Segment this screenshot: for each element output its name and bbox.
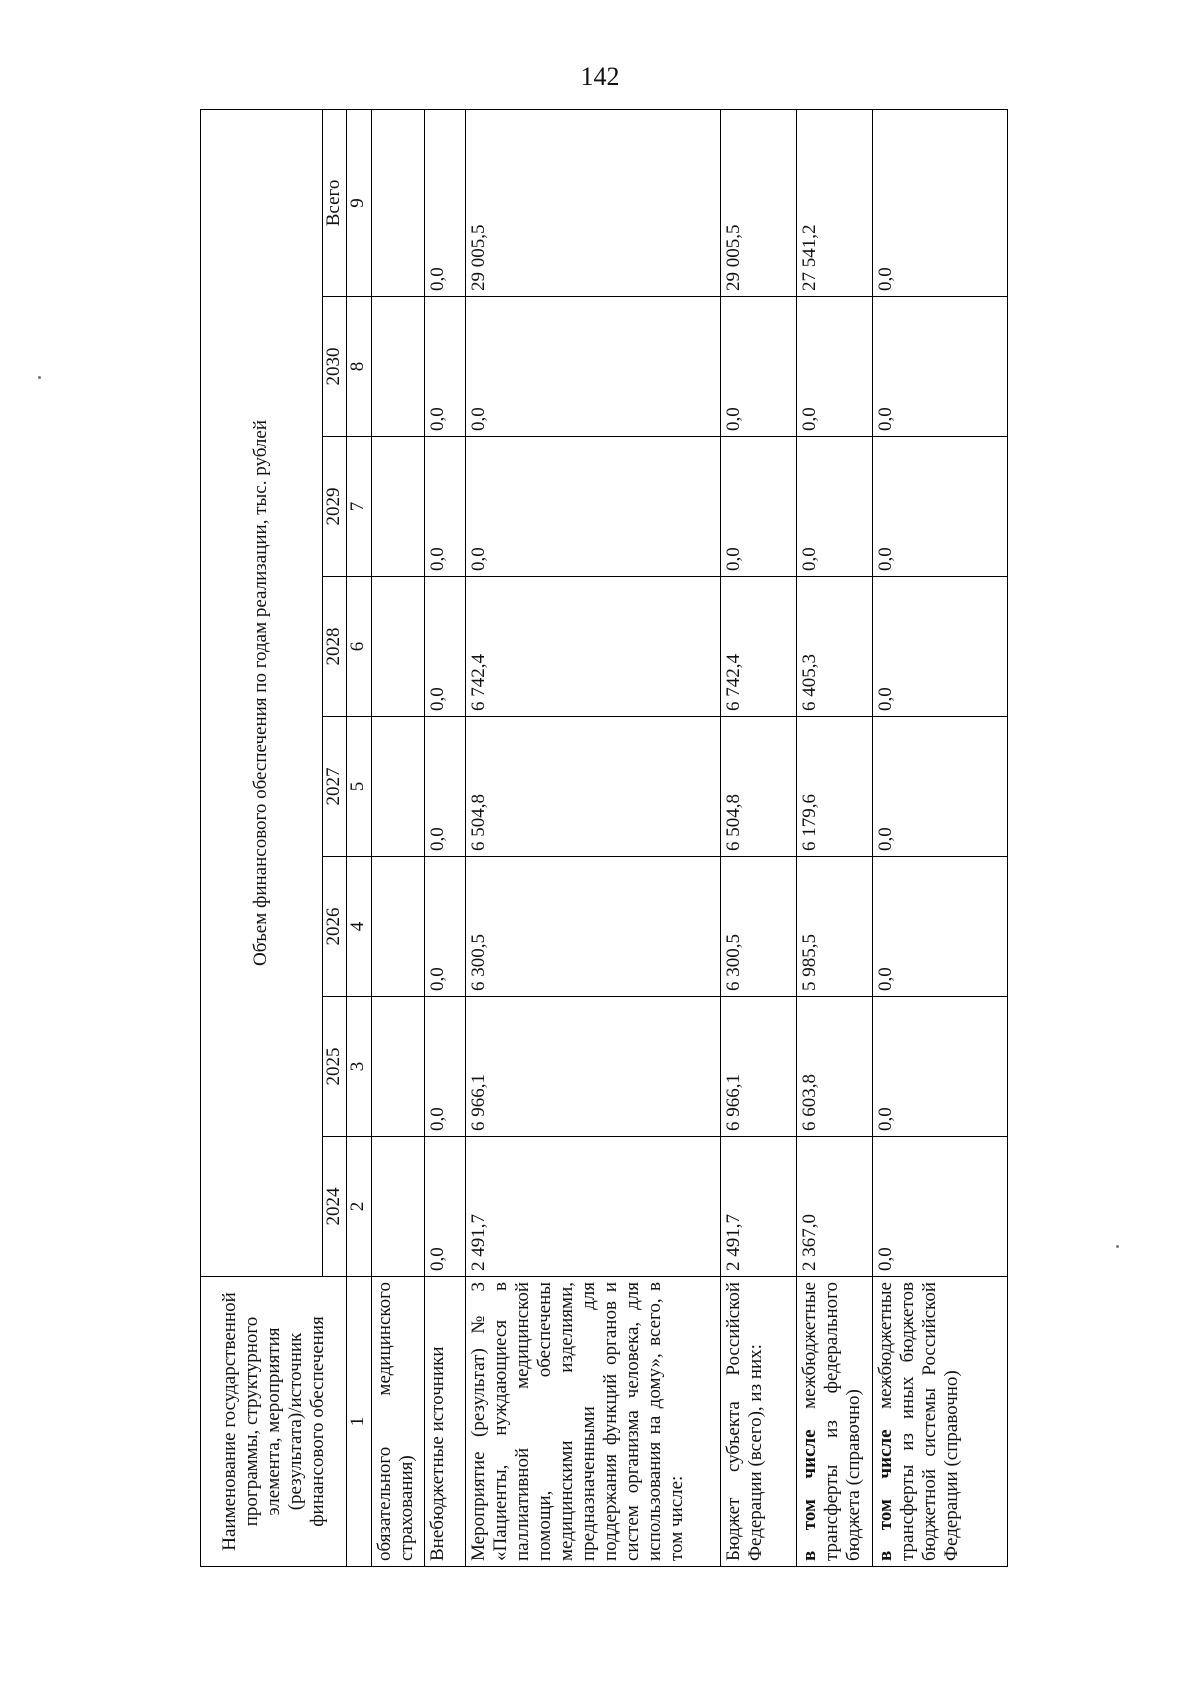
value-cell: 29 005,5 xyxy=(720,109,796,296)
value-cell: 0,0 xyxy=(424,437,465,577)
value-cell: 6 966,1 xyxy=(720,997,796,1137)
header-name-cell xyxy=(201,1277,347,1567)
table-row xyxy=(424,109,465,1566)
value-cell: 0,0 xyxy=(873,577,1008,717)
value-cell: 0,0 xyxy=(873,297,1008,437)
value-cell: 29 005,5 xyxy=(465,109,720,296)
table-row xyxy=(873,109,1008,1566)
col-number: 1 xyxy=(347,1277,372,1567)
value-cell: 0,0 xyxy=(873,717,1008,857)
scan-speck xyxy=(38,376,41,379)
value-cell: 6 300,5 xyxy=(465,857,720,997)
value-cell: 0,0 xyxy=(465,437,720,577)
row-label: Бюджет субъекта Российской Федерации (всего), из них: xyxy=(720,1277,796,1567)
row-label-prefix: в том числе xyxy=(875,1429,897,1561)
value-cell: 0,0 xyxy=(873,437,1008,577)
col-number: 3 xyxy=(347,997,372,1137)
value-cell: 0,0 xyxy=(424,717,465,857)
row-label: межбюджетные трансферты из иных бюджетов бюджетной системы Российской Федерации (справочно) xyxy=(875,1282,963,1561)
value-cell: 0,0 xyxy=(720,437,796,577)
row-label-cell xyxy=(797,1277,873,1567)
page-number: 142 xyxy=(580,62,620,91)
row-label-cell xyxy=(873,1277,1008,1567)
col-number: 7 xyxy=(347,437,372,577)
header-span-cell xyxy=(201,109,323,1276)
value-cell: 6 742,4 xyxy=(720,577,796,717)
value-cell: 5 985,5 xyxy=(797,857,873,997)
financing-table xyxy=(200,109,1008,1567)
col-number: 8 xyxy=(347,297,372,437)
header-span: Объем финансового обеспечения по годам реализации, тыс. рублей xyxy=(250,420,272,966)
value-cell: 0,0 xyxy=(873,857,1008,997)
value-cell xyxy=(372,577,425,717)
value-cell: 0,0 xyxy=(873,109,1008,296)
col-number: 4 xyxy=(347,857,372,997)
value-cell: 6 504,8 xyxy=(465,717,720,857)
row-label: межбюджетные трансферты из федерального бюджета (справочно) xyxy=(799,1282,865,1561)
value-cell: 0,0 xyxy=(424,109,465,296)
year-header: 2025 xyxy=(322,997,347,1137)
value-cell: 2 367,0 xyxy=(797,1137,873,1277)
col-number: 6 xyxy=(347,577,372,717)
value-cell: 0,0 xyxy=(424,1137,465,1277)
table-row xyxy=(465,109,720,1566)
header-name: Наименование государственной программы, структурного элемента, мероприятия (результата)/источник финансового обеспечения xyxy=(218,1292,328,1551)
value-cell xyxy=(372,437,425,577)
value-cell: 0,0 xyxy=(873,1137,1008,1277)
value-cell: 2 491,7 xyxy=(465,1137,720,1277)
value-cell: 6 179,6 xyxy=(797,717,873,857)
value-cell: 0,0 xyxy=(797,437,873,577)
value-cell: 6 603,8 xyxy=(797,997,873,1137)
value-cell: 0,0 xyxy=(424,857,465,997)
col-number: 5 xyxy=(347,717,372,857)
row-label: обязательного медицинского страхования) xyxy=(372,1277,425,1567)
value-cell: 6 742,4 xyxy=(465,577,720,717)
value-cell: 0,0 xyxy=(797,297,873,437)
year-header: 2028 xyxy=(322,577,347,717)
total-header: Всего xyxy=(322,109,347,296)
value-cell: 0,0 xyxy=(424,997,465,1137)
value-cell: 0,0 xyxy=(424,297,465,437)
value-cell xyxy=(372,717,425,857)
year-header: 2029 xyxy=(322,437,347,577)
col-number: 9 xyxy=(347,109,372,296)
value-cell: 0,0 xyxy=(873,997,1008,1137)
value-cell: 2 491,7 xyxy=(720,1137,796,1277)
value-cell: 6 405,3 xyxy=(797,577,873,717)
value-cell xyxy=(372,1137,425,1277)
value-cell: 0,0 xyxy=(465,297,720,437)
col-number: 2 xyxy=(347,1137,372,1277)
table-row xyxy=(797,109,873,1566)
value-cell: 27 541,2 xyxy=(797,109,873,296)
value-cell xyxy=(372,857,425,997)
value-cell xyxy=(372,297,425,437)
year-header: 2024 xyxy=(322,1137,347,1277)
financing-table-rotated xyxy=(200,110,1008,1567)
table-row xyxy=(372,109,425,1566)
year-header: 2026 xyxy=(322,857,347,997)
scan-speck xyxy=(1116,1245,1119,1248)
value-cell xyxy=(372,997,425,1137)
year-header: 2027 xyxy=(322,717,347,857)
value-cell: 0,0 xyxy=(424,577,465,717)
value-cell: 0,0 xyxy=(720,297,796,437)
value-cell: 6 300,5 xyxy=(720,857,796,997)
value-cell xyxy=(372,109,425,296)
year-header: 2030 xyxy=(322,297,347,437)
value-cell: 6 966,1 xyxy=(465,997,720,1137)
row-label-prefix: в том числе xyxy=(799,1429,821,1561)
row-label: Мероприятие (результат) № 3 «Пациенты, нуждающиеся в паллиативной медицинской помощи, обеспечены медицинскими изделиями, предназначенными для поддержания функций органов и систем организма человека, для использования на дому», всего, в том числе: xyxy=(465,1277,720,1567)
row-label: Внебюджетные источники xyxy=(424,1277,465,1567)
table-row xyxy=(720,109,796,1566)
value-cell: 6 504,8 xyxy=(720,717,796,857)
